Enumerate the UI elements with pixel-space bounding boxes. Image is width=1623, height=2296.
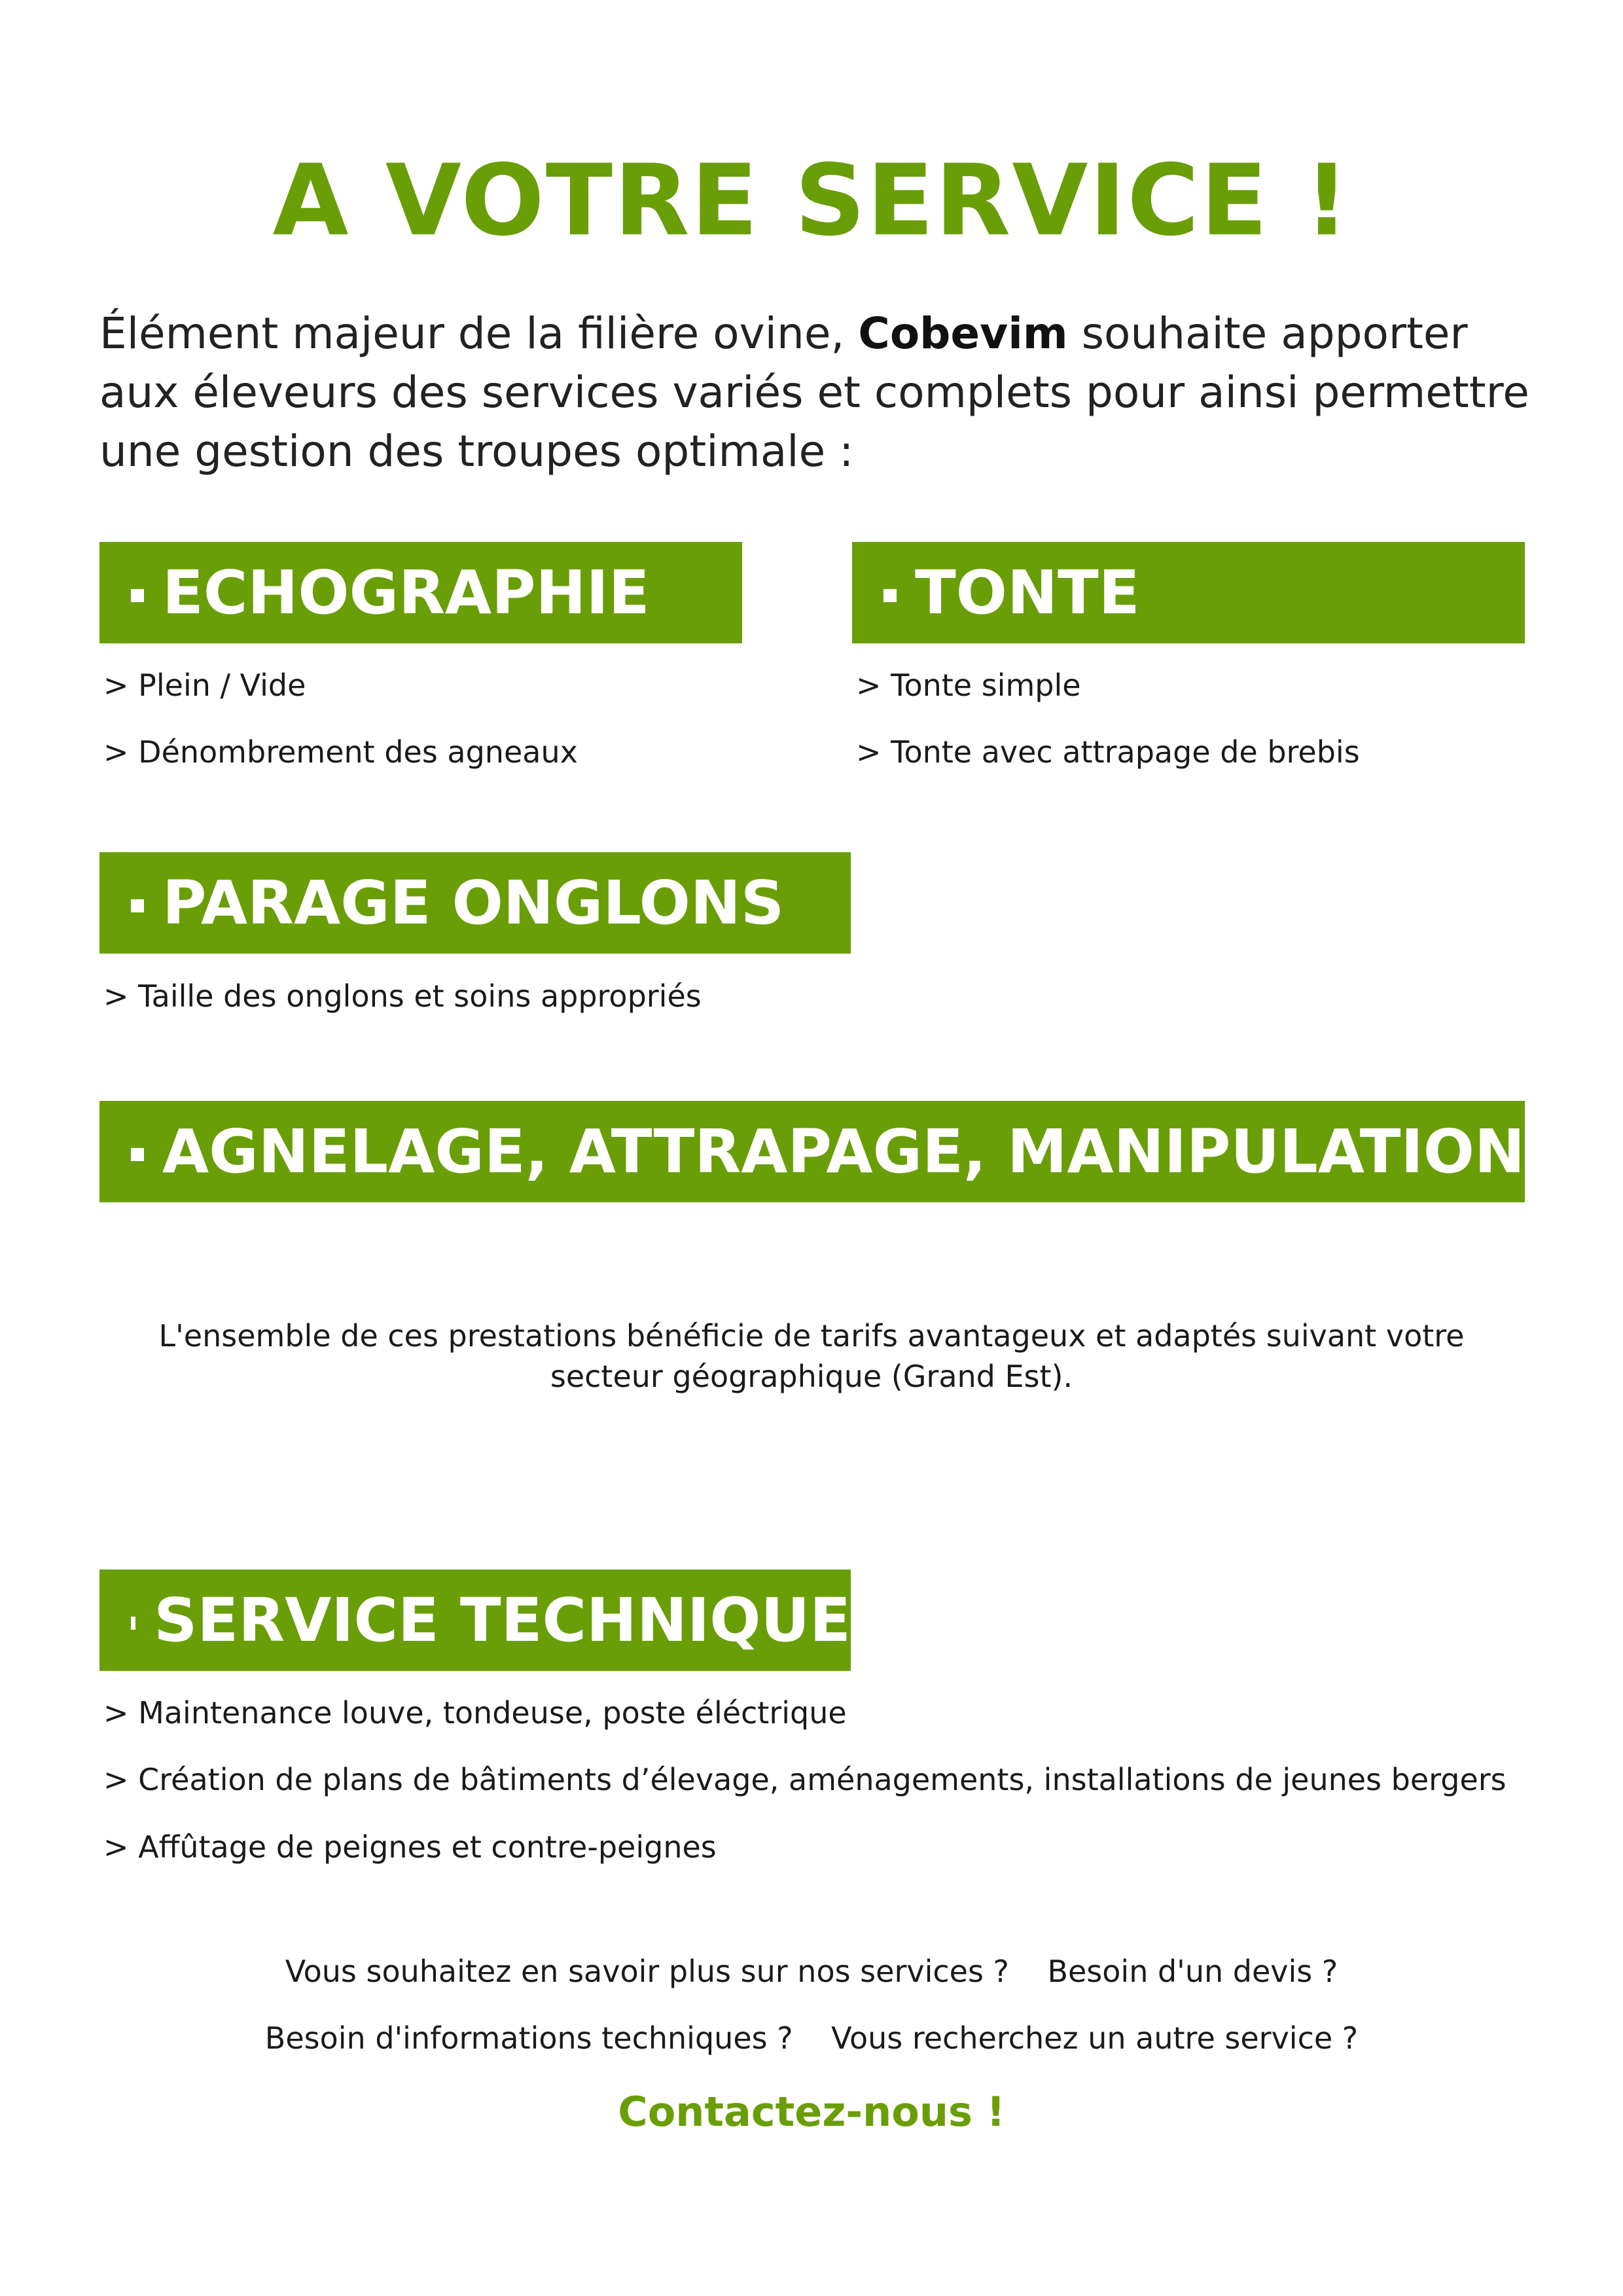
section-header-agnelage [99, 1101, 1525, 1202]
list-item: > Tonte avec attrapage de brebis [856, 734, 1360, 770]
brand-name: Cobevim [858, 308, 1068, 359]
square-bullet-icon [883, 589, 897, 602]
list-item: > Création de plans de bâtiments d’élevage, aménagements, installations de jeunes bergers [103, 1762, 1507, 1797]
section-title: SERVICE TECHNIQUE [154, 1585, 851, 1655]
intro-text-end: souhaite apporter aux éleveurs des services variés et complets pour ainsi permettre une gestion des troupes optimale : [99, 308, 1529, 476]
section-title: PARAGE ONGLONS [162, 868, 785, 938]
questions-line-2: Besoin d'informations techniques ? Vous recherchez un autre service ? [264, 2020, 1359, 2056]
list-item: > Tonte simple [856, 668, 1081, 703]
square-bullet-icon [131, 1617, 135, 1630]
contact-link[interactable]: Contactez-nous ! [618, 2088, 1005, 2136]
questions-line-1: Vous souhaitez en savoir plus sur nos services ? Besoin d'un devis ? [285, 1954, 1338, 1989]
list-item: > Maintenance louve, tondeuse, poste éléctrique [103, 1695, 847, 1731]
section-title: ECHOGRAPHIE [162, 558, 650, 628]
pricing-note: L'ensemble de ces prestations bénéficie de tarifs avantageux et adaptés suivant votre secteur géographique (Grand Est). [158, 1318, 1465, 1394]
list-item: > Taille des onglons et soins appropriés [103, 978, 702, 1014]
intro-paragraph [99, 304, 1552, 481]
section-title: TONTE [915, 558, 1140, 628]
section-header-tonte [852, 542, 1525, 643]
section-header-echographie [99, 542, 742, 643]
list-item: > Affûtage de peignes et contre-peignes [103, 1829, 717, 1865]
section-title: AGNELAGE, ATTRAPAGE, MANIPULATION [162, 1117, 1525, 1187]
section-header-service-technique [99, 1570, 851, 1671]
square-bullet-icon [131, 589, 144, 602]
square-bullet-icon [131, 1148, 144, 1161]
intro-text-start: Élément majeur de la filière ovine, [99, 308, 859, 359]
list-item: > Plein / Vide [103, 668, 306, 703]
page-title: A VOTRE SERVICE ! [272, 144, 1351, 258]
section-header-parage-onglons [99, 852, 851, 954]
square-bullet-icon [131, 899, 144, 912]
list-item: > Dénombrement des agneaux [103, 734, 578, 770]
